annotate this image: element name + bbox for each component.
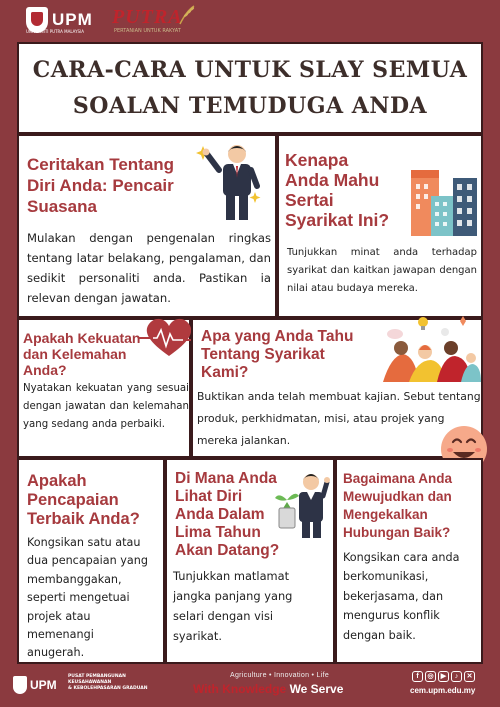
heading-line: Bagaimana Anda: [343, 471, 453, 486]
heading-line: Mengekalkan: [343, 507, 428, 522]
section-heading: [201, 328, 353, 382]
heading-line: dan Kelemahan: [23, 346, 127, 362]
putra-logo-subtitle: PERTANIAN UNTUK RAKYAT: [114, 28, 181, 34]
title-panel: [17, 42, 483, 134]
footer-tagline: Agriculture • Innovation • Life: [230, 672, 330, 679]
putra-logo: [112, 6, 202, 34]
heading-line: Ceritakan Tentang: [27, 155, 175, 174]
heading-line: Apakah Kekuatan: [23, 330, 141, 346]
heading-line: Terbaik Anda?: [27, 510, 140, 528]
slogan-knowledge: With Knowledge: [193, 682, 287, 696]
section-best-achievement: [17, 458, 165, 664]
page-title-line-2: SOALAN TEMUDUGA ANDA: [72, 93, 428, 119]
footer-upm-logo: [13, 674, 65, 696]
body-line: dengan baik.: [343, 628, 416, 642]
heading-line: Apa yang Anda Tahu: [201, 328, 354, 345]
section-body: [27, 534, 165, 663]
section-tell-about-yourself: [17, 134, 277, 318]
section-heading: [285, 150, 389, 230]
heading-line: Tentang Syarikat: [201, 346, 325, 363]
section-body: Buktikan anda telah membuat kajian. Sebut tentang produk, perkhidmatan, misi, atau projek yang mereka jalankan.: [197, 390, 481, 447]
footer-center-line: PUSAT PEMBANGUNAN KEUSAHAWANAN: [68, 674, 126, 685]
footer-website-link[interactable]: cem.upm.edu.my: [410, 686, 476, 695]
section-why-join-company: [277, 134, 483, 318]
heading-line: Suasana: [27, 197, 97, 216]
heading-line: Mewujudkan dan: [343, 489, 452, 504]
body-line: dua pencapaian yang: [27, 554, 148, 568]
page-title-line-1: CARA-CARA UNTUK SLAY SEMUA: [32, 57, 468, 83]
heading-line: Diri Anda: Pencair: [27, 176, 174, 195]
putra-logo-text: PUTRA: [112, 6, 183, 28]
body-line: berkomunikasi,: [343, 570, 429, 584]
footer-center-line: & KEBOLEHPASARAN GRADUAN: [68, 686, 148, 691]
section-strengths-weaknesses: [17, 318, 191, 458]
footer: [0, 664, 500, 707]
section-good-relationships: [335, 458, 483, 664]
office-buildings-icon: [407, 166, 481, 236]
heading-line: Anda Dalam: [175, 506, 265, 523]
heartbeat-icon: [139, 314, 199, 360]
body-line: memenangi: [27, 628, 94, 642]
social-links: [412, 671, 475, 682]
section-heading: [27, 472, 140, 529]
body-line: jangka panjang yang: [173, 589, 293, 603]
heading-line: Akan Datang?: [175, 542, 280, 559]
body-line: Tunjukkan matlamat: [173, 569, 290, 583]
body-line: projek atau: [27, 609, 91, 623]
section-heading: [27, 154, 174, 217]
section-heading: [175, 470, 279, 560]
section-body: Mulakan dengan pengenalan ringkas tentang latar belakang, pengalaman, dan sedikit personaliti anda. Pastikan ia relevan dengan jawatan.: [27, 231, 271, 305]
heading-line: Kenapa: [285, 150, 349, 170]
footer-slogan: [193, 682, 343, 696]
team-discussion-icon: [383, 312, 481, 382]
footer-center-name: [68, 674, 166, 692]
heading-line: Lihat Diri: [175, 488, 243, 505]
section-heading: [23, 330, 140, 378]
heading-line: Hubungan Baik?: [343, 525, 451, 540]
body-line: anugerah.: [27, 646, 85, 660]
section-body: [173, 566, 333, 646]
heading-line: Anda?: [23, 362, 67, 378]
upm-logo-subtitle: UNIVERSITI PUTRA MALAYSIA: [26, 29, 84, 34]
heading-line: Anda Mahu: [285, 170, 380, 190]
businessman-waving-icon: [195, 140, 271, 224]
heading-line: Apakah: [27, 472, 87, 490]
section-heading: [343, 470, 452, 542]
slogan-serve: We Serve: [289, 682, 344, 696]
body-line: selari dengan visi: [173, 609, 274, 623]
body-line: membanggakan,: [27, 572, 122, 586]
rice-stalk-icon: [176, 4, 198, 26]
footer-upm-text: UPM: [30, 678, 57, 692]
body-line: Kongsikan cara anda: [343, 551, 460, 564]
upm-logo-text: UPM: [52, 10, 93, 29]
body-line: seperti mengetuai: [27, 591, 130, 605]
body-line: bekerjasama, dan: [343, 589, 444, 603]
footer-upm-shield-icon: [13, 676, 27, 694]
header: [0, 0, 500, 40]
body-line: mengurus konflik: [343, 609, 440, 623]
heading-line: Syarikat Ini?: [285, 210, 390, 230]
heading-line: Lima Tahun: [175, 524, 261, 541]
x-icon[interactable]: ✕: [464, 671, 475, 682]
section-know-about-company: [191, 318, 483, 458]
body-line: syarikat.: [173, 629, 222, 643]
businessman-with-plant-icon: [271, 470, 331, 540]
heading-line: Sertai: [285, 190, 334, 210]
heading-line: Pencapaian: [27, 491, 119, 509]
body-line: Kongsikan satu atau: [27, 536, 141, 549]
section-five-years: [165, 458, 335, 664]
instagram-icon[interactable]: ◎: [425, 671, 436, 682]
youtube-icon[interactable]: ▶: [438, 671, 449, 682]
heading-line: Di Mana Anda: [175, 470, 277, 487]
section-body: [343, 548, 483, 645]
facebook-icon[interactable]: f: [412, 671, 423, 682]
tiktok-icon[interactable]: ♪: [451, 671, 462, 682]
heading-line: Kami?: [201, 364, 249, 381]
section-body: Tunjukkan minat anda terhadap syarikat dan kaitkan jawapan dengan nilai atau budaya mereka.: [287, 247, 477, 294]
section-body: Nyatakan kekuatan yang sesuai dengan jawatan dan kelemahan yang sedang anda perbaiki.: [23, 383, 189, 430]
